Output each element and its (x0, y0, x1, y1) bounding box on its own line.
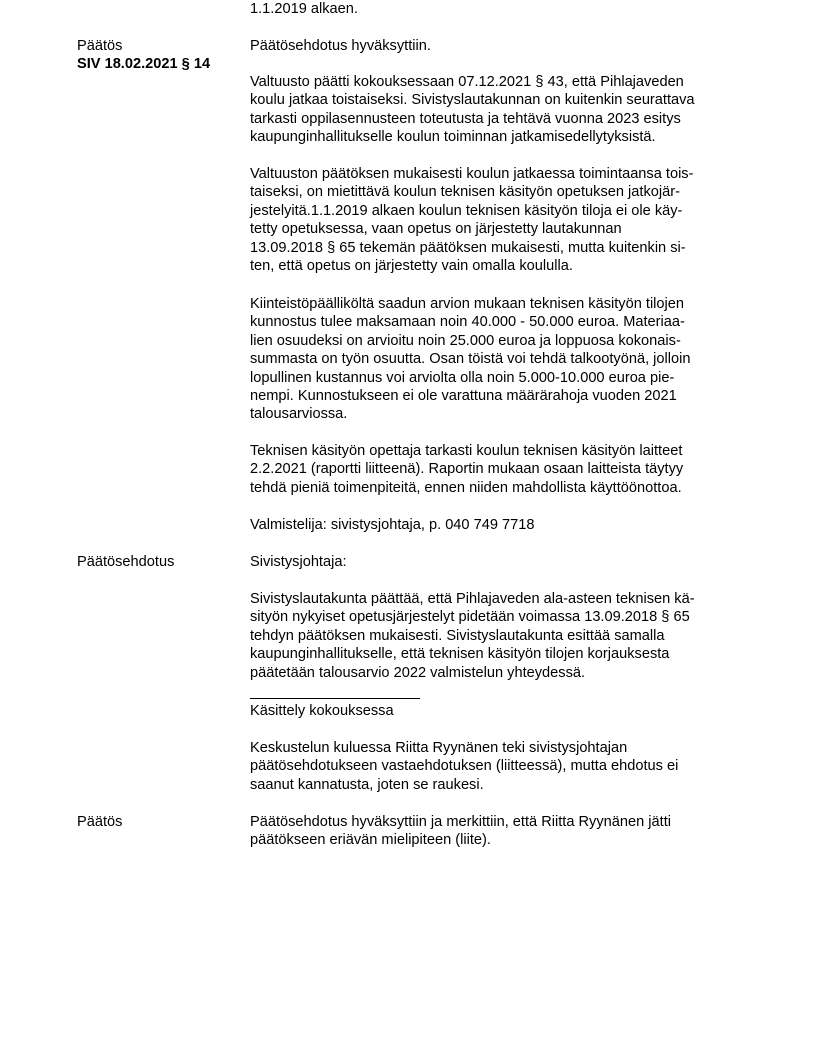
text-line: saanut kannatusta, joten se raukesi. (250, 776, 484, 793)
preparer-line (250, 516, 745, 534)
paragraph-equipment-inspection (250, 442, 745, 497)
text-line: Keskustelun kuluessa Riitta Ryynänen teki sivistysjohtajan (250, 740, 628, 756)
paragraph-renovation-cost (250, 295, 745, 424)
text-line: tehdyn päätöksen mukaisesti. Sivistyslautakunta esittää samalla (250, 627, 665, 644)
text-line: Päätösehdotus hyväksyttiin. (250, 38, 431, 54)
paragraph-proposal (250, 590, 745, 682)
text-line: kaupunginhallitukselle, että teknisen käsityön tilojen korjauksesta (250, 646, 670, 663)
text-line: talousarviossa. (250, 406, 348, 423)
text-line: Sivistyslautakunta päättää, että Pihlajaveden ala-asteen teknisen kä- (250, 591, 695, 607)
text-line: päätetään talousarvio 2022 valmistelun yhteydessä. (250, 664, 586, 681)
text-line: summasta on työn osuutta. Osan töistä voi tehdä talkootyönä, jolloin (250, 351, 691, 368)
text-line: tehdä pieniä toimenpiteitä, ennen niiden mahdollista käyttöönottoa. (250, 479, 682, 496)
text-line: lien osuudeksi on arvioitu noin 25.000 euroa ja loppuosa kokonais- (250, 332, 681, 349)
text-line: Teknisen käsityön opettaja tarkasti koulun teknisen käsityön laitteet (250, 443, 683, 459)
section-label-paatos-final (77, 813, 242, 831)
separator-line (250, 698, 420, 699)
paragraph-final-decision (250, 813, 745, 850)
text-line: koulu jatkaa toistaiseksi. Sivistyslautakunnan on kuitenkin seurattava (250, 92, 695, 109)
meeting-reference: SIV 18.02.2021 § 14 (77, 56, 211, 73)
section-label: Päätösehdotus (77, 554, 175, 570)
text-line: Sivistysjohtaja: (250, 554, 347, 570)
text-line: ten, että opetus on järjestetty vain omalla koululla. (250, 258, 573, 275)
text-line: päätösehdotukseen vastaehdotuksen (liitteessä), mutta ehdotus ei (250, 758, 679, 775)
paragraph-council-decision (250, 73, 745, 147)
decision-heading (250, 37, 745, 55)
proposer-heading (250, 553, 745, 571)
continuation-text (250, 0, 745, 18)
text-line: kaupunginhallitukselle koulun toiminnan jatkamisedellytyksistä. (250, 129, 656, 146)
text-line: sityön nykyiset opetusjärjestelyt pidetään voimassa 13.09.2018 § 65 (250, 609, 690, 626)
text-line: Valtuusto päätti kokouksessaan 07.12.2021 § 43, että Pihlajaveden (250, 74, 684, 90)
text-line: päätökseen eriävän mielipiteen (liite). (250, 832, 491, 849)
text-line: nempi. Kunnostukseen ei ole varattuna määrärahoja vuoden 2021 (250, 388, 677, 405)
text-line: kunnostus tulee maksamaan noin 40.000 - 50.000 euroa. Materiaa- (250, 314, 685, 331)
section-label: Päätös (77, 38, 123, 54)
text-line: lopullinen kustannus voi arviolta olla noin 5.000-10.000 euroa pie- (250, 369, 675, 386)
text-line: Valmistelija: sivistysjohtaja, p. 040 749 7718 (250, 517, 535, 533)
text-line: 1.1.2019 alkaen. (250, 1, 358, 17)
text-line: taiseksi, on mietittävä koulun teknisen käsityön opetuksen jatkojär- (250, 184, 680, 201)
text-line: Käsittely kokouksessa (250, 703, 394, 719)
text-line: tarkasti oppilasennusteen toteutusta ja tehtävä vuonna 2023 esitys (250, 110, 681, 127)
text-line: 2.2.2021 (raportti liitteenä). Raportin mukaan osaan laitteista täytyy (250, 461, 684, 478)
text-line: Kiinteistöpäälliköltä saadun arvion mukaan teknisen käsityön tilojen (250, 296, 685, 312)
section-label-paatosehdotus (77, 553, 242, 571)
text-line: jestelyitä.1.1.2019 alkaen koulun teknisen käsityön tiloja ei ole käy- (250, 202, 683, 219)
text-line: tetty opetuksessa, vaan opetus on järjestetty lautakunnan (250, 221, 622, 238)
meeting-handling-heading (250, 702, 745, 720)
text-line: Päätösehdotus hyväksyttiin ja merkittiin, että Riitta Ryynänen jätti (250, 814, 671, 830)
paragraph-discussion (250, 739, 745, 794)
paragraph-teaching-arrangements (250, 165, 745, 275)
text-line: 13.09.2018 § 65 tekemän päätöksen mukaisesti, mutta kuitenkin si- (250, 239, 686, 256)
text-line: Valtuuston päätöksen mukaisesti koulun jatkaessa toimintaansa tois- (250, 166, 694, 182)
section-label: Päätös (77, 814, 123, 830)
section-label-paatos (77, 37, 242, 74)
